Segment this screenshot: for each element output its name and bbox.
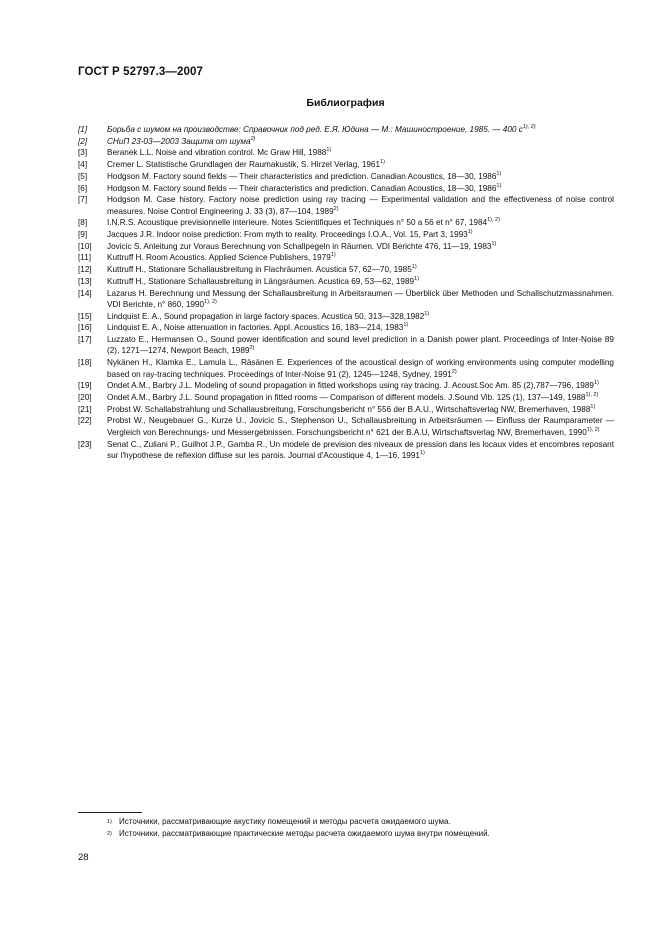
reference-number: [8] <box>78 218 88 228</box>
reference-item <box>78 439 614 462</box>
reference-item <box>78 229 614 240</box>
reference-number: [2] <box>78 136 88 146</box>
reference-item <box>78 276 614 287</box>
reference-footnote-mark: 1) <box>330 252 336 259</box>
reference-item <box>78 183 614 194</box>
reference-item <box>78 264 614 275</box>
reference-footnote-mark: 2) <box>250 135 256 142</box>
reference-footnote-mark: 1) <box>411 264 417 271</box>
reference-footnote-mark: 1), 2) <box>487 217 500 224</box>
reference-text: Cremer L. Statistische Grundlagen der Raumakustik, S. Hirzel Verlag, 1961 <box>107 160 381 170</box>
reference-text: Ondet A.M., Barbry J.L. Sound propagation in fitted rooms — Comparison of different models. J.Sound Vib. 125 (1), 137—149, 1988 <box>107 392 586 402</box>
reference-text: Kuttruff H., Stationare Schallausbreitung in Flachräumen. Acustica 57, 62—70, 1985 <box>107 265 412 275</box>
reference-text: Kuttruff H., Stationare Schallausbreitung in Längsräumen. Acustica 69, 53—62, 1989 <box>107 276 415 286</box>
reference-footnote-mark: 1) <box>467 229 473 236</box>
reference-number: [18] <box>78 358 92 368</box>
reference-text: Nykänen H., Klamka E., Lamula L., Räsänen E. Experiences of the acoustical design of working environments using computer modelling based on ray-tracing techniques. Proceedings of Inter-Noise 91 (2), 1245—1248, Sydney, 1991 <box>107 358 614 379</box>
reference-number: [9] <box>78 230 88 240</box>
footnote-text: Источники, рассматривающие акустику помещений и методы расчета ожидаемого шума. <box>119 817 451 826</box>
reference-text: Probst W. Schallabstrahlung und Schallausbreitung, Forschungsbericht n° 556 der B.A.U., Wirtschaftsverlag NW, Bremerhaven, 1988 <box>107 404 591 414</box>
reference-item <box>78 159 614 170</box>
reference-footnote-mark: 1) <box>419 449 425 456</box>
reference-item <box>78 217 614 228</box>
reference-number: [3] <box>78 148 88 158</box>
reference-number: [1] <box>78 125 88 134</box>
reference-text: Jacques J.R. Indoor noise prediction: From myth to reality. Proceedings I.O.A., Vol. 15, Part 3, 1993 <box>107 230 468 240</box>
reference-item <box>78 241 614 252</box>
reference-number: [13] <box>78 276 92 286</box>
reference-footnote-mark: 2) <box>249 345 255 352</box>
reference-text: Hodgson M. Factory sound fields — Their characteristics and prediction. Canadian Acoustics, 18—30, 1986 <box>107 171 497 181</box>
reference-item <box>78 380 614 391</box>
reference-item <box>78 147 614 158</box>
reference-footnote-mark: 1) <box>326 147 332 154</box>
reference-footnote-mark: 1) <box>496 182 502 189</box>
reference-item <box>78 194 614 217</box>
reference-text: Beranek L.L. Noise and vibration control. Mc Graw Hill, 1988 <box>107 148 327 158</box>
footnote-2 <box>78 829 638 839</box>
reference-text: Борьба с шумом на производстве: Справочник под ред. Е.Я. Юдина — М.: Машиностроение, 1985. — 400 с <box>107 125 523 134</box>
reference-number: [19] <box>78 381 92 391</box>
reference-footnote-mark: 2) <box>451 368 457 375</box>
reference-number: [11] <box>78 253 92 263</box>
reference-footnote-mark: 1) <box>403 322 409 329</box>
reference-number: [12] <box>78 265 92 275</box>
reference-number: [23] <box>78 439 92 449</box>
reference-text: I.N.R.S. Acoustique previsionnelle interieure. Notes Scientifiques et Techniques n° 50 a 56 et n° 67, 1984 <box>107 218 488 228</box>
reference-item <box>78 252 614 263</box>
footnote-text: Источники, рассматривающие практические методы расчета ожидаемого шума внутри помещений. <box>119 829 490 838</box>
reference-text: Hodgson M. Factory sound fields — Their characteristics and prediction. Canadian Acoustics, 18—30, 1986 <box>107 183 497 193</box>
reference-item <box>78 415 614 438</box>
reference-footnote-mark: 1), 2) <box>586 426 600 433</box>
reference-footnote-mark: 1) <box>424 310 430 317</box>
reference-text: Kuttruff H. Room Acoustics. Applied Science Publishers, 1979 <box>107 253 331 263</box>
reference-text: Lindquist E. A., Noise attenuation in factories. Appl. Acoustics 16, 183—214, 1983 <box>107 323 404 333</box>
bibliography-list <box>78 124 614 462</box>
reference-item <box>78 124 614 135</box>
reference-item <box>78 357 614 380</box>
reference-text: Hodgson M. Case history. Factory noise prediction using ray tracing — Experimental validation and the effectiveness of noise control measures. Noise Control Engineering J. 33 (3), 87—104, 1989 <box>107 195 614 216</box>
reference-text: Senat C., Zuliani P., Guilhot J.P., Gamba R., Un modele de prevision des niveaux de pression dans les locaux vides et encombres reposant sur l'hypothese de reflexion diffuse sur les parois. Journal d'Acoustique 4, 1—16, 1991 <box>107 439 614 460</box>
reference-text: Jovicic S. Anleitung zur Voraus Berechnung von Schallpegeln in Räumen. VDI Berichte 476, 11—19, 1983 <box>107 241 492 251</box>
reference-number: [6] <box>78 183 88 193</box>
reference-number: [7] <box>78 195 88 205</box>
reference-item <box>78 171 614 182</box>
footnote-1 <box>78 817 638 827</box>
reference-footnote-mark: 1) <box>593 380 599 387</box>
reference-number: [4] <box>78 160 88 170</box>
reference-text: СНиП 23-03—2003 Защита от шума <box>107 136 251 146</box>
reference-item <box>78 392 614 403</box>
reference-item <box>78 288 614 311</box>
reference-footnote-mark: 1) <box>496 170 502 177</box>
reference-number: [22] <box>78 416 92 426</box>
footnote-mark: 2) <box>107 831 112 837</box>
reference-footnote-mark: 2) <box>333 205 339 212</box>
footnote-separator <box>78 812 142 813</box>
reference-footnote-mark: 1) <box>380 159 385 166</box>
reference-text: Lazarus H. Berechnung und Messung der Schallausbreitung in Arbeitsraumen — Überblick über Methoden und Schallschutzmassnahmen. VDI Berichte, n° 860, 1990 <box>107 288 614 309</box>
reference-item <box>78 311 614 322</box>
page-number: 28 <box>78 852 89 863</box>
reference-footnote-mark: 1) <box>414 275 419 282</box>
reference-number: [17] <box>78 335 92 345</box>
section-title: Библиография <box>306 97 385 109</box>
reference-footnote-mark: 1) <box>491 240 497 247</box>
reference-number: [16] <box>78 323 92 333</box>
reference-number: [15] <box>78 311 92 321</box>
reference-item <box>78 334 614 357</box>
reference-text: Ondet A.M., Barbry J.L. Modeling of sound propagation in fitted workshops using ray tracing. J. Acoust.Soc Am. 85 (2),787—796, 1989 <box>107 381 594 391</box>
reference-text: Probst W., Neugebauer G., Kurze U., Jovicic S., Stephenson U., Schallausbreitung in Arbeitsräumen — Einfluss der Raumparameter — Vergleich von Berechnungs- und Messergebnissen. Forschungsbericht n° 621 der B.A.U, Wirtschaftsverlag NW, Bremerhaven, 1990 <box>107 416 614 437</box>
reference-number: [21] <box>78 404 92 414</box>
reference-item <box>78 322 614 333</box>
reference-number: [10] <box>78 241 92 251</box>
reference-footnote-mark: 1) <box>590 403 596 410</box>
reference-item <box>78 136 614 147</box>
reference-footnote-mark: 1), 2) <box>522 124 536 130</box>
reference-number: [20] <box>78 392 92 402</box>
reference-number: [14] <box>78 288 92 298</box>
reference-number: [5] <box>78 171 88 181</box>
reference-item <box>78 404 614 415</box>
reference-text: Lindquist E. A., Sound propagation in large factory spaces. Acustica 50, 313—328,1982 <box>107 311 425 321</box>
reference-text: Luzzato E., Hermansen O., Sound power identification and sound level prediction in a Danish power plant. Proceedings of Inter-Noise 89 (2), 1271—1274, Newport Beach, 1989 <box>107 335 614 356</box>
reference-footnote-mark: 1), 2) <box>585 391 599 398</box>
footnote-mark: 1) <box>107 819 112 825</box>
document-header: ГОСТ Р 52797.3—2007 <box>78 66 203 78</box>
reference-footnote-mark: 1), 2) <box>204 298 217 305</box>
